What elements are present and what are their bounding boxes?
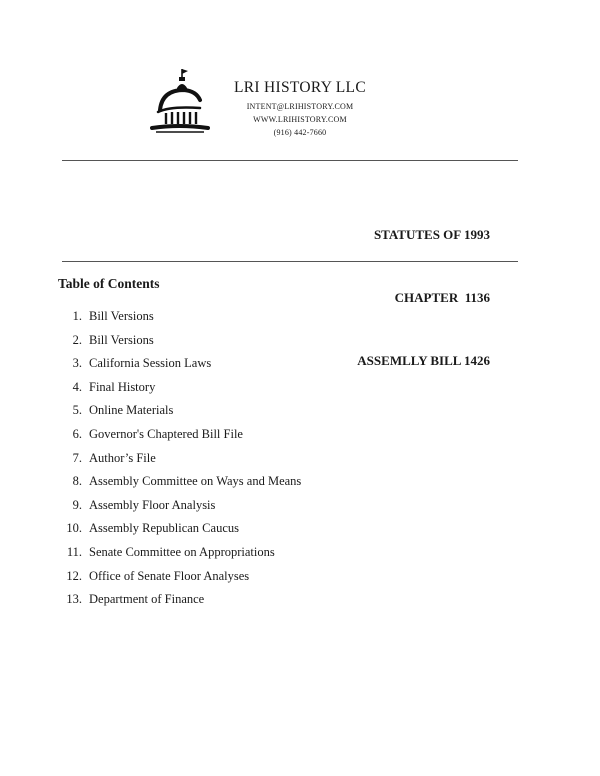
company-name: LRI HISTORY LLC [234, 79, 366, 96]
toc-item-title: Assembly Committee on Ways and Means [89, 474, 302, 489]
toc-item-title: Bill Versions [89, 332, 154, 347]
toc-item [58, 425, 301, 449]
toc-item-title: California Session Laws [89, 356, 212, 371]
toc-item-number: 3. [72, 356, 82, 371]
website-address: WWW.LRIHISTORY.COM [253, 115, 347, 124]
email-address: INTENT@LRIHISTORY.COM [246, 102, 354, 111]
phone-number: (916) 442-7660 [273, 128, 327, 137]
toc-list [58, 307, 301, 614]
toc-item-title: Office of Senate Floor Analyses [89, 568, 250, 583]
toc-item [58, 307, 301, 331]
toc-item-number: 10. [66, 521, 82, 536]
toc-item-number: 13. [66, 592, 82, 607]
toc-item-number: 12. [66, 568, 82, 583]
toc-item [58, 543, 301, 567]
toc-item-number: 9. [72, 497, 82, 512]
capitol-dome-icon [144, 66, 214, 138]
toc-item [58, 401, 301, 425]
toc-item [58, 496, 301, 520]
toc-item-title: Final History [89, 379, 156, 394]
divider-top [62, 160, 518, 161]
toc-item-number: 6. [72, 426, 82, 441]
toc-item [58, 331, 301, 355]
toc-item-number: 7. [72, 450, 82, 465]
toc-item [58, 354, 301, 378]
toc-item-number: 4. [72, 379, 82, 394]
toc-item-title: Governor's Chaptered Bill File [89, 426, 243, 441]
toc-item [58, 590, 301, 614]
toc-item [58, 519, 301, 543]
toc-item [58, 472, 301, 496]
toc-item-title: Assembly Floor Analysis [89, 497, 216, 512]
toc-item-number: 5. [72, 403, 82, 418]
letterhead [212, 78, 388, 139]
toc-item-number: 1. [72, 309, 82, 323]
toc-item [58, 567, 301, 591]
bill-number: ASSEMLLY BILL 1426 [357, 353, 490, 368]
toc-item-number: 2. [72, 332, 82, 347]
toc-item [58, 378, 301, 402]
toc-item-title: Assembly Republican Caucus [89, 521, 239, 536]
toc-item [58, 449, 301, 473]
toc-heading: Table of Contents [58, 276, 160, 291]
statutes-year: STATUTES OF 1993 [373, 227, 490, 242]
statute-info [357, 182, 490, 392]
toc-item-number: 11. [66, 544, 82, 559]
toc-item-title: Author’s File [89, 450, 156, 465]
toc-item-title: Department of Finance [89, 592, 205, 607]
toc-item-title: Bill Versions [89, 309, 154, 323]
divider-bottom [62, 261, 518, 262]
toc-item-title: Online Materials [89, 403, 174, 418]
toc-item-title: Senate Committee on Appropriations [89, 544, 275, 559]
chapter-number: CHAPTER 1136 [394, 290, 490, 305]
toc-item-number: 8. [72, 474, 82, 489]
